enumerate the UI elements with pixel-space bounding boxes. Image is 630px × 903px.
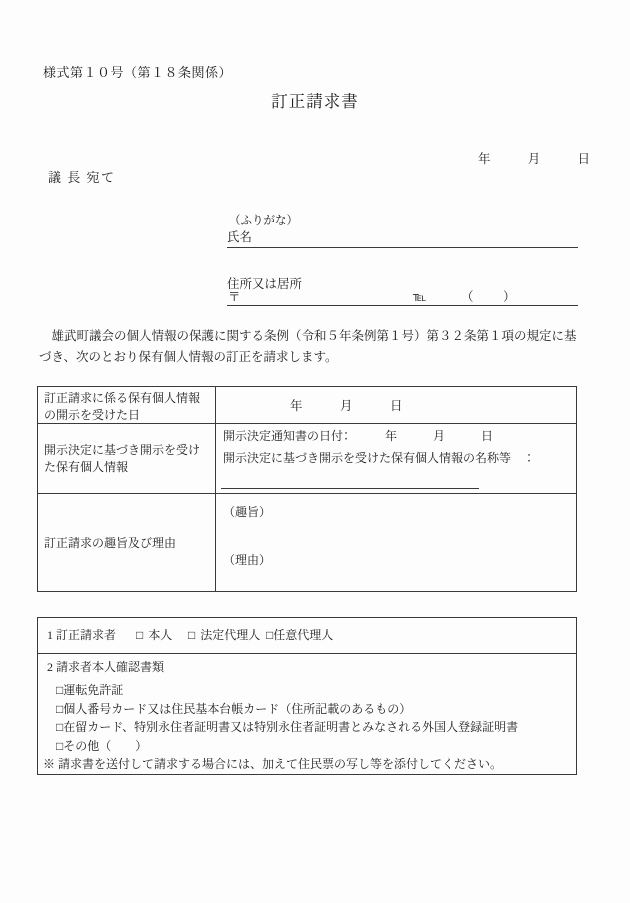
table1-row1-label-cell: [38, 387, 216, 423]
date-line: [478, 149, 590, 167]
tel-close-paren: ）: [503, 290, 516, 304]
purport-heading: （趣旨）: [223, 505, 272, 519]
tel-label: ℡: [413, 290, 427, 304]
option-self: [136, 618, 172, 653]
mailing-note: ※ 請求書を送付して請求する場合には、加えて住民票の写し等を添付してください。: [43, 757, 503, 772]
page-title: 訂正請求書: [271, 92, 359, 111]
identity-item-drivers-license: [56, 681, 568, 700]
identity-item-my-number-card-label: 個人番号カード又は住民基本台帳カード（住所記載のあるもの）: [63, 701, 412, 716]
option-legal-representative-label: 法定代理人: [200, 628, 261, 642]
address-fill-line[interactable]: [227, 289, 578, 306]
address-label: 住所又は居所: [227, 277, 303, 291]
notice-date-line[interactable]: 開示決定通知書の日付： 年 月 日: [223, 429, 494, 443]
purport-reason-label: 訂正請求の趣旨及び理由: [44, 536, 177, 550]
identity-item-other: [56, 737, 568, 756]
tel-open-paren: （: [461, 290, 474, 304]
table1-row2-label-cell: [38, 423, 216, 493]
identity-documents-heading: 2 請求者本人確認書類: [47, 660, 165, 674]
request-details-table: [37, 386, 577, 592]
addressee-label: 議 長 宛て: [48, 170, 116, 185]
option-voluntary-representative-label: 任意代理人: [273, 628, 334, 642]
postal-mark-icon: 〒: [228, 290, 241, 304]
identity-item-other-label: その他（ ）: [63, 738, 148, 753]
identity-documents-row: [38, 654, 576, 774]
form-number: 様式第１０号（第１８条関係）: [43, 65, 233, 80]
date-day-label: 日: [577, 152, 590, 166]
checkbox-voluntary-representative[interactable]: □: [266, 628, 274, 642]
identity-item-residence-card: [56, 718, 568, 737]
identity-item-my-number-card: [56, 700, 568, 719]
requester-type-label: 1 訂正請求者: [47, 628, 117, 642]
reason-heading: （理由）: [223, 553, 272, 567]
identity-item-residence-card-label: 在留カード、特別永住者証明書又は特別永住者証明書とみなされる外国人登録証明書: [63, 720, 519, 735]
identity-item-drivers-license-label: 運転免許証: [63, 683, 124, 697]
info-name-label: 開示決定に基づき開示を受けた保有個人情報の名称等 ：: [223, 451, 536, 465]
disclosure-date-placeholder: 年 月 日: [290, 399, 403, 413]
checkbox-other[interactable]: □: [56, 738, 64, 753]
requester-type-row: [38, 618, 576, 654]
checkbox-my-number-card[interactable]: □: [56, 701, 64, 716]
table1-row3-label-cell: [38, 493, 216, 591]
checkbox-residence-card[interactable]: □: [56, 720, 64, 735]
furigana-label: （ふりがな）: [229, 215, 298, 227]
checkbox-legal-representative[interactable]: □: [188, 628, 196, 642]
info-name-fill-line[interactable]: [221, 488, 479, 489]
checkbox-self[interactable]: □: [136, 628, 144, 642]
name-fill-line[interactable]: [227, 228, 578, 248]
option-legal-representative: [188, 618, 260, 653]
body-paragraph: 雄武町議会の個人情報の保護に関する条例（令和５年条例第１号）第３２条第１項の規定に基づき、次のとおり保有個人情報の訂正を請求します。: [39, 329, 577, 364]
date-month-label: 月: [527, 152, 541, 166]
name-label: 氏名: [227, 230, 253, 244]
table1-row3-value-cell[interactable]: [216, 493, 576, 591]
table1-row2-value-cell: [216, 423, 576, 493]
option-self-label: 本人: [148, 628, 173, 642]
date-year-label: 年: [478, 152, 491, 166]
checkbox-drivers-license[interactable]: □: [56, 683, 64, 697]
requester-table: [37, 617, 577, 775]
option-voluntary-representative: [266, 618, 333, 653]
disclosure-date-label: 訂正請求に係る保有個人情報の開示を受けた日: [44, 391, 201, 422]
disclosed-info-label: 開示決定に基づき開示を受けた保有個人情報: [44, 442, 201, 474]
table1-row1-value-cell[interactable]: [216, 387, 576, 423]
